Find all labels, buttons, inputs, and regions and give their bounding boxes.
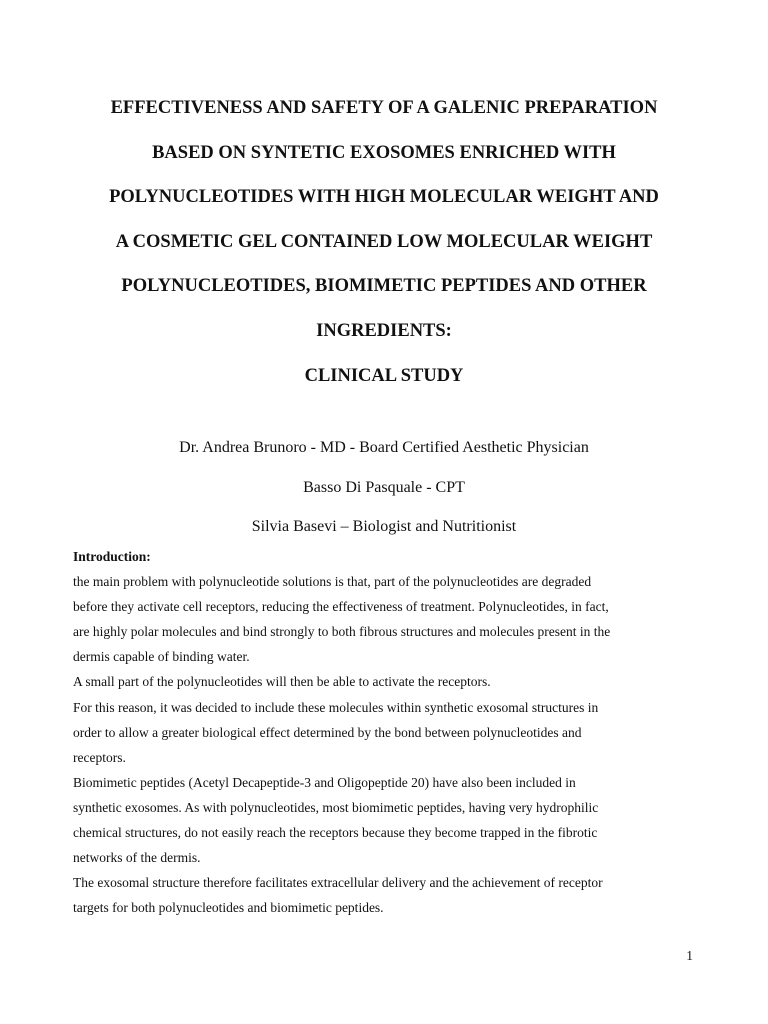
body-line: Biomimetic peptides (Acetyl Decapeptide-3 and Oligopeptide 20) have also been included in bbox=[73, 774, 576, 790]
title-line: POLYNUCLEOTIDES, BIOMIMETIC PEPTIDES AND OTHER bbox=[121, 276, 647, 297]
body-line: A small part of the polynucleotides will then be able to activate the receptors. bbox=[73, 674, 491, 690]
author-list bbox=[40, 428, 728, 547]
title-line: A COSMETIC GEL CONTAINED LOW MOLECULAR WEIGHT bbox=[115, 231, 653, 252]
body-line: The exosomal structure therefore facilitates extracellular delivery and the achievement of receptor bbox=[73, 875, 603, 891]
body-line: chemical structures, do not easily reach the receptors because they become trapped in the fibrotic bbox=[73, 825, 598, 841]
introduction-section bbox=[73, 544, 703, 920]
paper-title bbox=[40, 86, 728, 398]
body-line: targets for both polynucleotides and biomimetic peptides. bbox=[73, 900, 384, 916]
body-line: are highly polar molecules and bind strongly to both fibrous structures and molecules present in the bbox=[73, 624, 611, 640]
body-line: For this reason, it was decided to include these molecules within synthetic exosomal structures in bbox=[73, 699, 599, 715]
title-line-clinical-study: CLINICAL STUDY bbox=[304, 365, 464, 386]
author-line: Basso Di Pasquale - CPT bbox=[303, 478, 465, 496]
body-line: synthetic exosomes. As with polynucleotides, most biomimetic peptides, having very hydrophilic bbox=[73, 799, 599, 815]
body-line: dermis capable of binding water. bbox=[73, 649, 250, 665]
title-line: EFFECTIVENESS AND SAFETY OF A GALENIC PREPARATION bbox=[110, 98, 658, 118]
body-line: receptors. bbox=[73, 749, 126, 765]
section-heading: Introduction: bbox=[73, 549, 151, 564]
title-line: POLYNUCLEOTIDES WITH HIGH MOLECULAR WEIGHT AND bbox=[109, 187, 659, 208]
author-line: Silvia Basevi – Biologist and Nutritionist bbox=[251, 518, 517, 535]
title-line: BASED ON SYNTETIC EXOSOMES ENRICHED WITH bbox=[152, 142, 616, 163]
author-line: Dr. Andrea Brunoro - MD - Board Certified Aesthetic Physician bbox=[179, 439, 589, 456]
body-line: the main problem with polynucleotide solutions is that, part of the polynucleotides are degraded bbox=[73, 574, 592, 590]
title-line: INGREDIENTS: bbox=[316, 320, 452, 341]
page-number: 1 bbox=[686, 948, 693, 963]
body-line: order to allow a greater biological effect determined by the bond between polynucleotides and bbox=[73, 724, 582, 740]
body-line: before they activate cell receptors, reducing the effectiveness of treatment. Polynucleotides, in fact, bbox=[73, 599, 609, 615]
body-line: networks of the dermis. bbox=[73, 850, 201, 866]
